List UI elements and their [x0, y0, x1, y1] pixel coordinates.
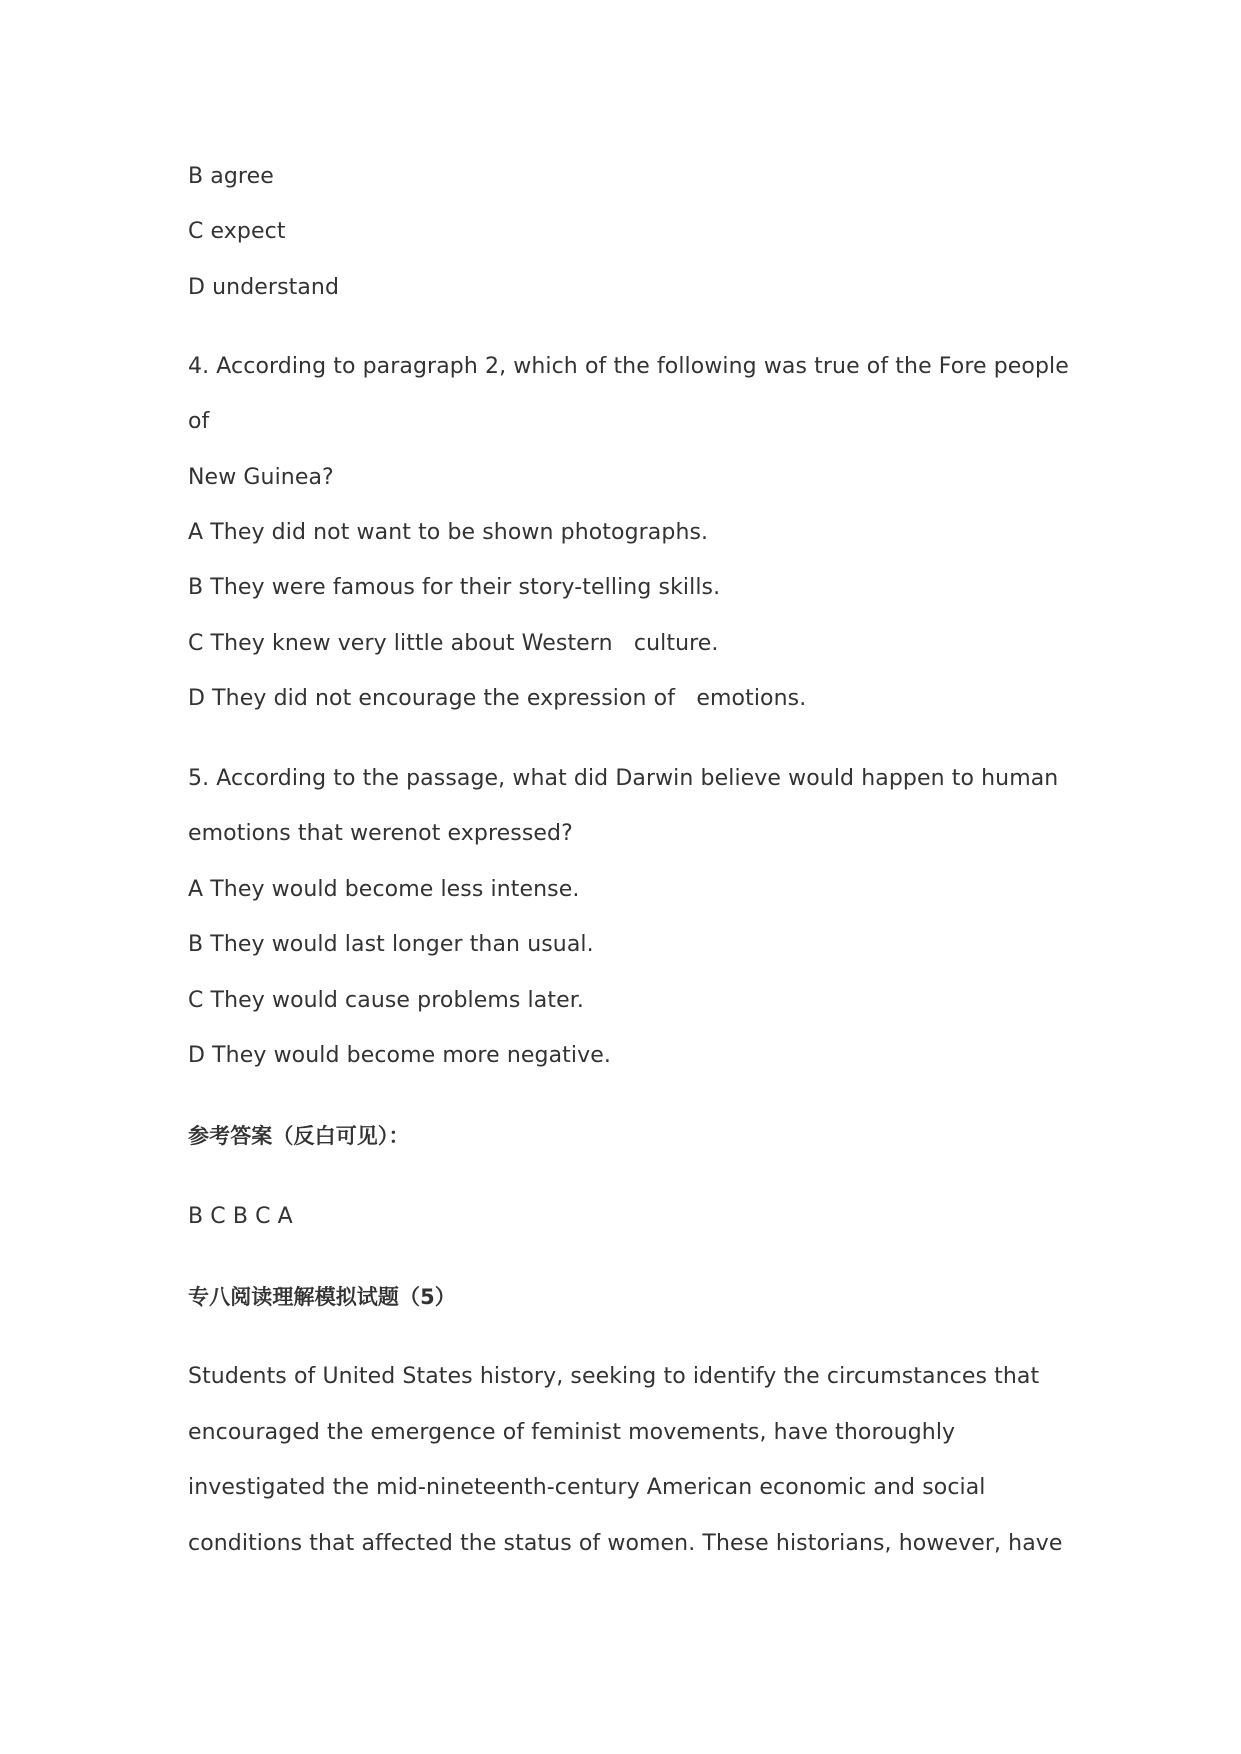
q3-option-b: B agree — [188, 164, 274, 189]
q5-option-c: C They would cause problems later. — [188, 988, 584, 1013]
q5-stem-line-1: 5. According to the passage, what did Darwin believe would happen to human — [188, 766, 1059, 791]
q4-option-a: A They did not want to be shown photographs. — [188, 520, 709, 545]
q5-option-d: D They would become more negative. — [188, 1043, 611, 1068]
paragraph-line: investigated the mid-nineteenth-century American economic and social — [188, 1475, 986, 1500]
q4-stem-line-3: New Guinea? — [188, 465, 334, 490]
q3-option-d: D understand — [188, 275, 340, 300]
q4-stem-line-1: 4. According to paragraph 2, which of the following was true of the Fore people — [188, 354, 1069, 379]
answers-heading: 参考答案（反白可见）： — [188, 1124, 410, 1148]
paragraph-line: Students of United States history, seeking to identify the circumstances that — [188, 1364, 1040, 1389]
paragraph-line: encouraged the emergence of feminist movements, have thoroughly — [188, 1420, 956, 1445]
q5-stem-line-2: emotions that werenot expressed? — [188, 821, 573, 846]
q4-option-b: B They were famous for their story-telling skills. — [188, 575, 721, 600]
q4-option-c: C They knew very little about Western culture. — [188, 631, 719, 656]
paragraph-line: conditions that affected the status of women. These historians, however, have — [188, 1531, 1063, 1556]
section-title: 专八阅读理解模拟试题（5） — [188, 1285, 456, 1309]
q3-option-c: C expect — [188, 219, 286, 244]
q4-stem-line-2: of — [188, 409, 210, 434]
q5-option-b: B They would last longer than usual. — [188, 932, 594, 957]
answers-values: B C B C A — [188, 1204, 293, 1229]
q4-option-d: D They did not encourage the expression of emotions. — [188, 686, 807, 711]
q5-option-a: A They would become less intense. — [188, 877, 580, 902]
